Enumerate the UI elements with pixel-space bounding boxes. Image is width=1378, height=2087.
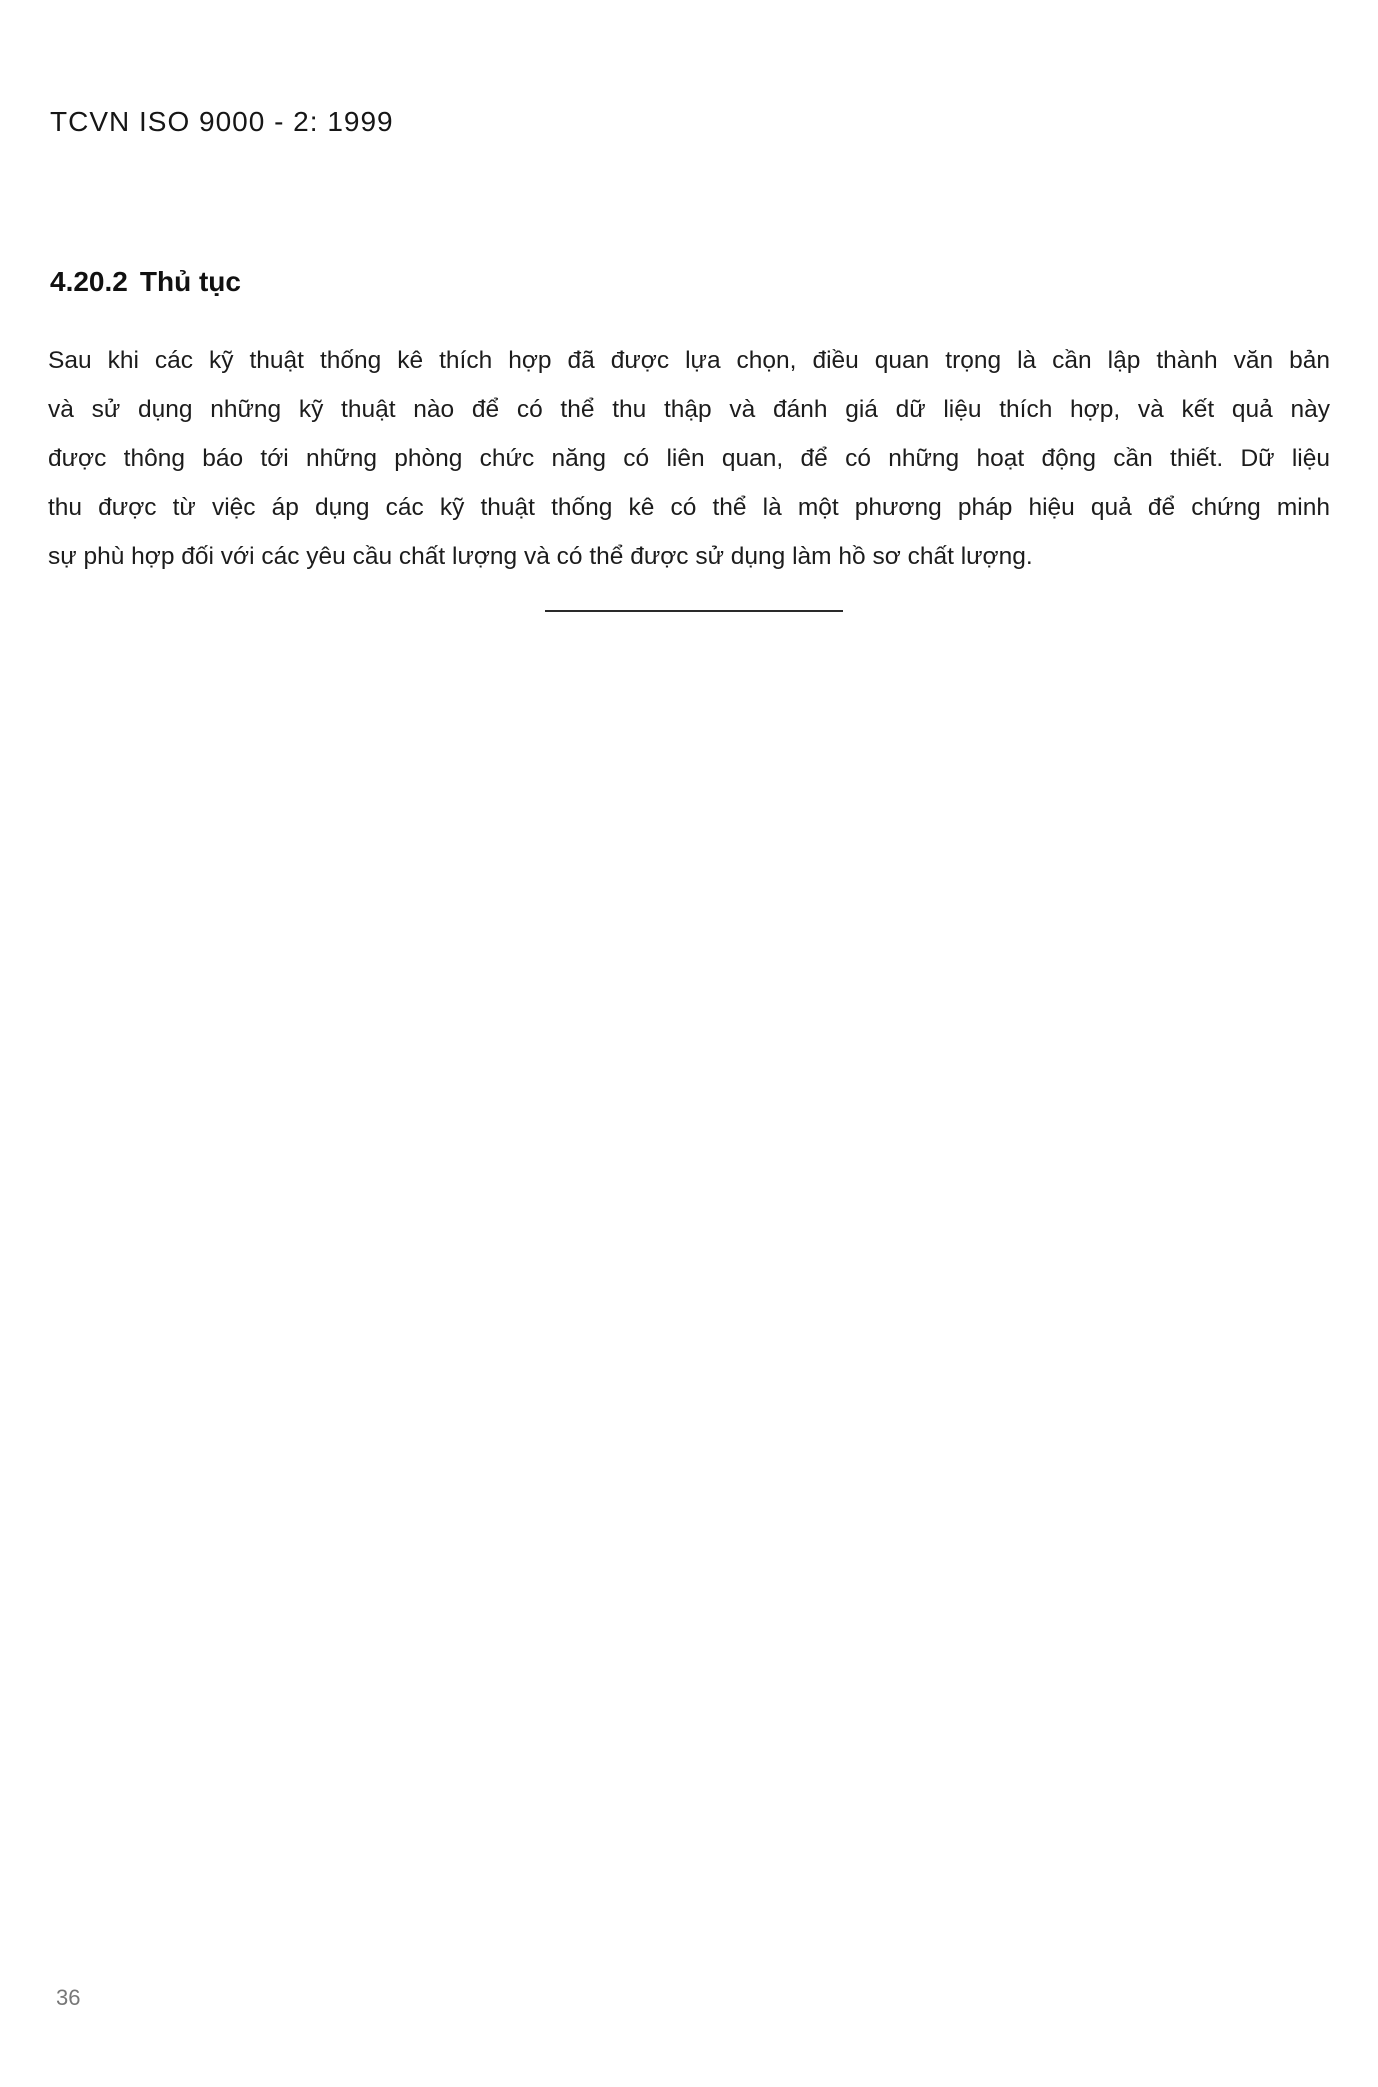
body-line: Sau khi các kỹ thuật thống kê thích hợp đã được lựa chọn, điều quan trọng là cần lập thành văn bản (48, 347, 1330, 374)
standard-code-header: TCVN ISO 9000 - 2: 1999 (50, 106, 394, 137)
body-line: thu được từ việc áp dụng các kỹ thuật thống kê có thể là một phương pháp hiệu quả để chứng minh (48, 494, 1330, 521)
body-line: được thông báo tới những phòng chức năng có liên quan, để có những hoạt động cần thiết. Dữ liệu (48, 445, 1330, 472)
body-line: sự phù hợp đối với các yêu cầu chất lượng và có thể được sử dụng làm hồ sơ chất lượng. (48, 543, 1033, 570)
end-of-section-rule (545, 610, 843, 612)
page-number: 36 (56, 1985, 81, 2010)
section-title: Thủ tục (139, 266, 241, 297)
body-line: và sử dụng những kỹ thuật nào để có thể thu thập và đánh giá dữ liệu thích hợp, và kết quả này (48, 396, 1330, 423)
section-body (48, 336, 1330, 581)
section-number: 4.20.2 (50, 266, 128, 297)
section-heading (50, 266, 241, 298)
